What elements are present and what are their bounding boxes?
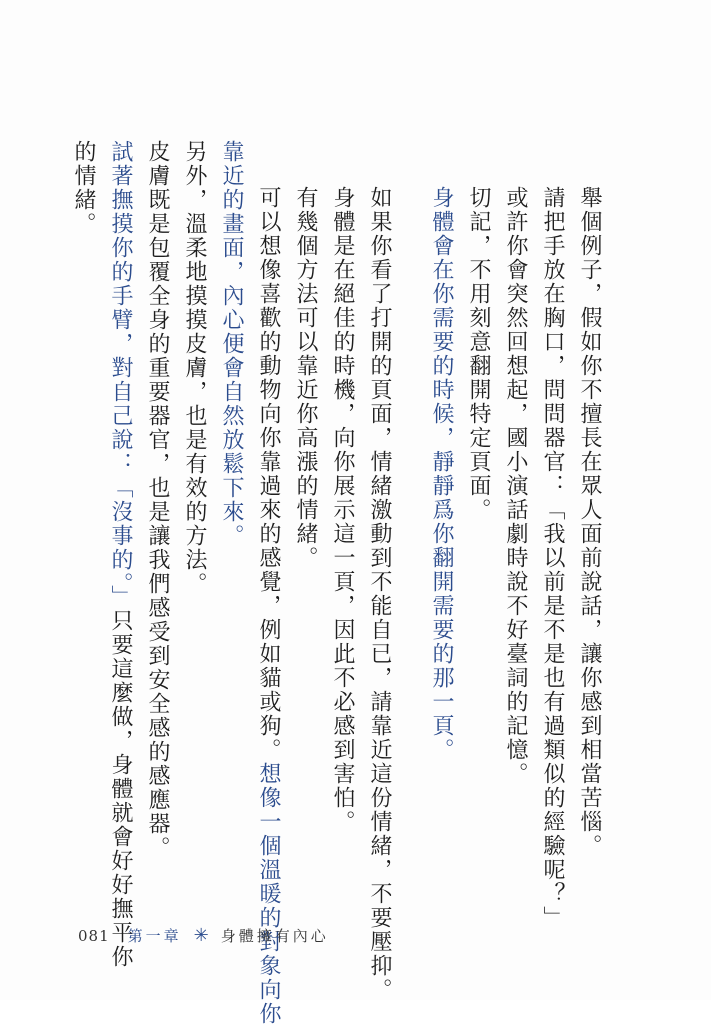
text-line-13 — [105, 140, 135, 969]
text-line-1: 舉個例子，假如你不擅長在眾人面前說話，讓你感到相當苦惱。 — [577, 186, 602, 858]
text-line-7: 身體是在絕佳的時機，向你展示這一頁，因此不必感到害怕。 — [330, 186, 355, 834]
text-line-2: 請把手放在胸口，問問器官：「我以前是不是也有過類似的經驗呢？」 — [540, 186, 565, 930]
page-number: 081 — [78, 926, 110, 945]
text-line-6: 如果你看了打開的頁面，情緒激動到不能自已，請靠近這份情緒，不要壓抑。 — [367, 186, 392, 1002]
page-footer — [78, 925, 329, 946]
text-line-4: 切記，不用刻意翻開特定頁面。 — [466, 186, 491, 522]
text-line-11: 另外，溫柔地摸摸皮膚，也是有效的方法。 — [182, 140, 207, 596]
text-line-5-highlight: 身體會在你需要的時候，靜靜爲你翻開需要的那一頁。 — [429, 186, 454, 762]
text-line-13-part-1-highlight: 試著撫摸你的手臂，對自己說：「沒事的。」 — [108, 140, 133, 609]
chapter-title: 身體擁有內心 — [220, 927, 329, 945]
text-line-12: 皮膚既是包覆全身的重要器官，也是讓我們感受到安全感的感應器。 — [145, 140, 170, 860]
star-icon: ✳ — [193, 925, 209, 946]
text-line-14: 的情緒。 — [71, 140, 96, 236]
text-line-9 — [253, 186, 283, 1026]
text-line-9-part-2-highlight: 想像一個溫暖的對象向你 — [256, 762, 281, 1026]
text-line-9-part-1: 可以想像喜歡的動物向你靠過來的感覺，例如貓或狗。 — [256, 186, 281, 762]
chapter-label: 第一章 — [127, 927, 182, 945]
text-line-8: 有幾個方法可以靠近你高漲的情緒。 — [293, 186, 318, 570]
text-line-10-highlight: 靠近的畫面，內心便會自然放鬆下來。 — [219, 140, 244, 548]
text-line-13-part-2: 只要這麼做，身體就會好好撫平你 — [108, 609, 133, 969]
text-line-3: 或許你會突然回想起，國小演話劇時說不好臺詞的記憶。 — [503, 186, 528, 786]
